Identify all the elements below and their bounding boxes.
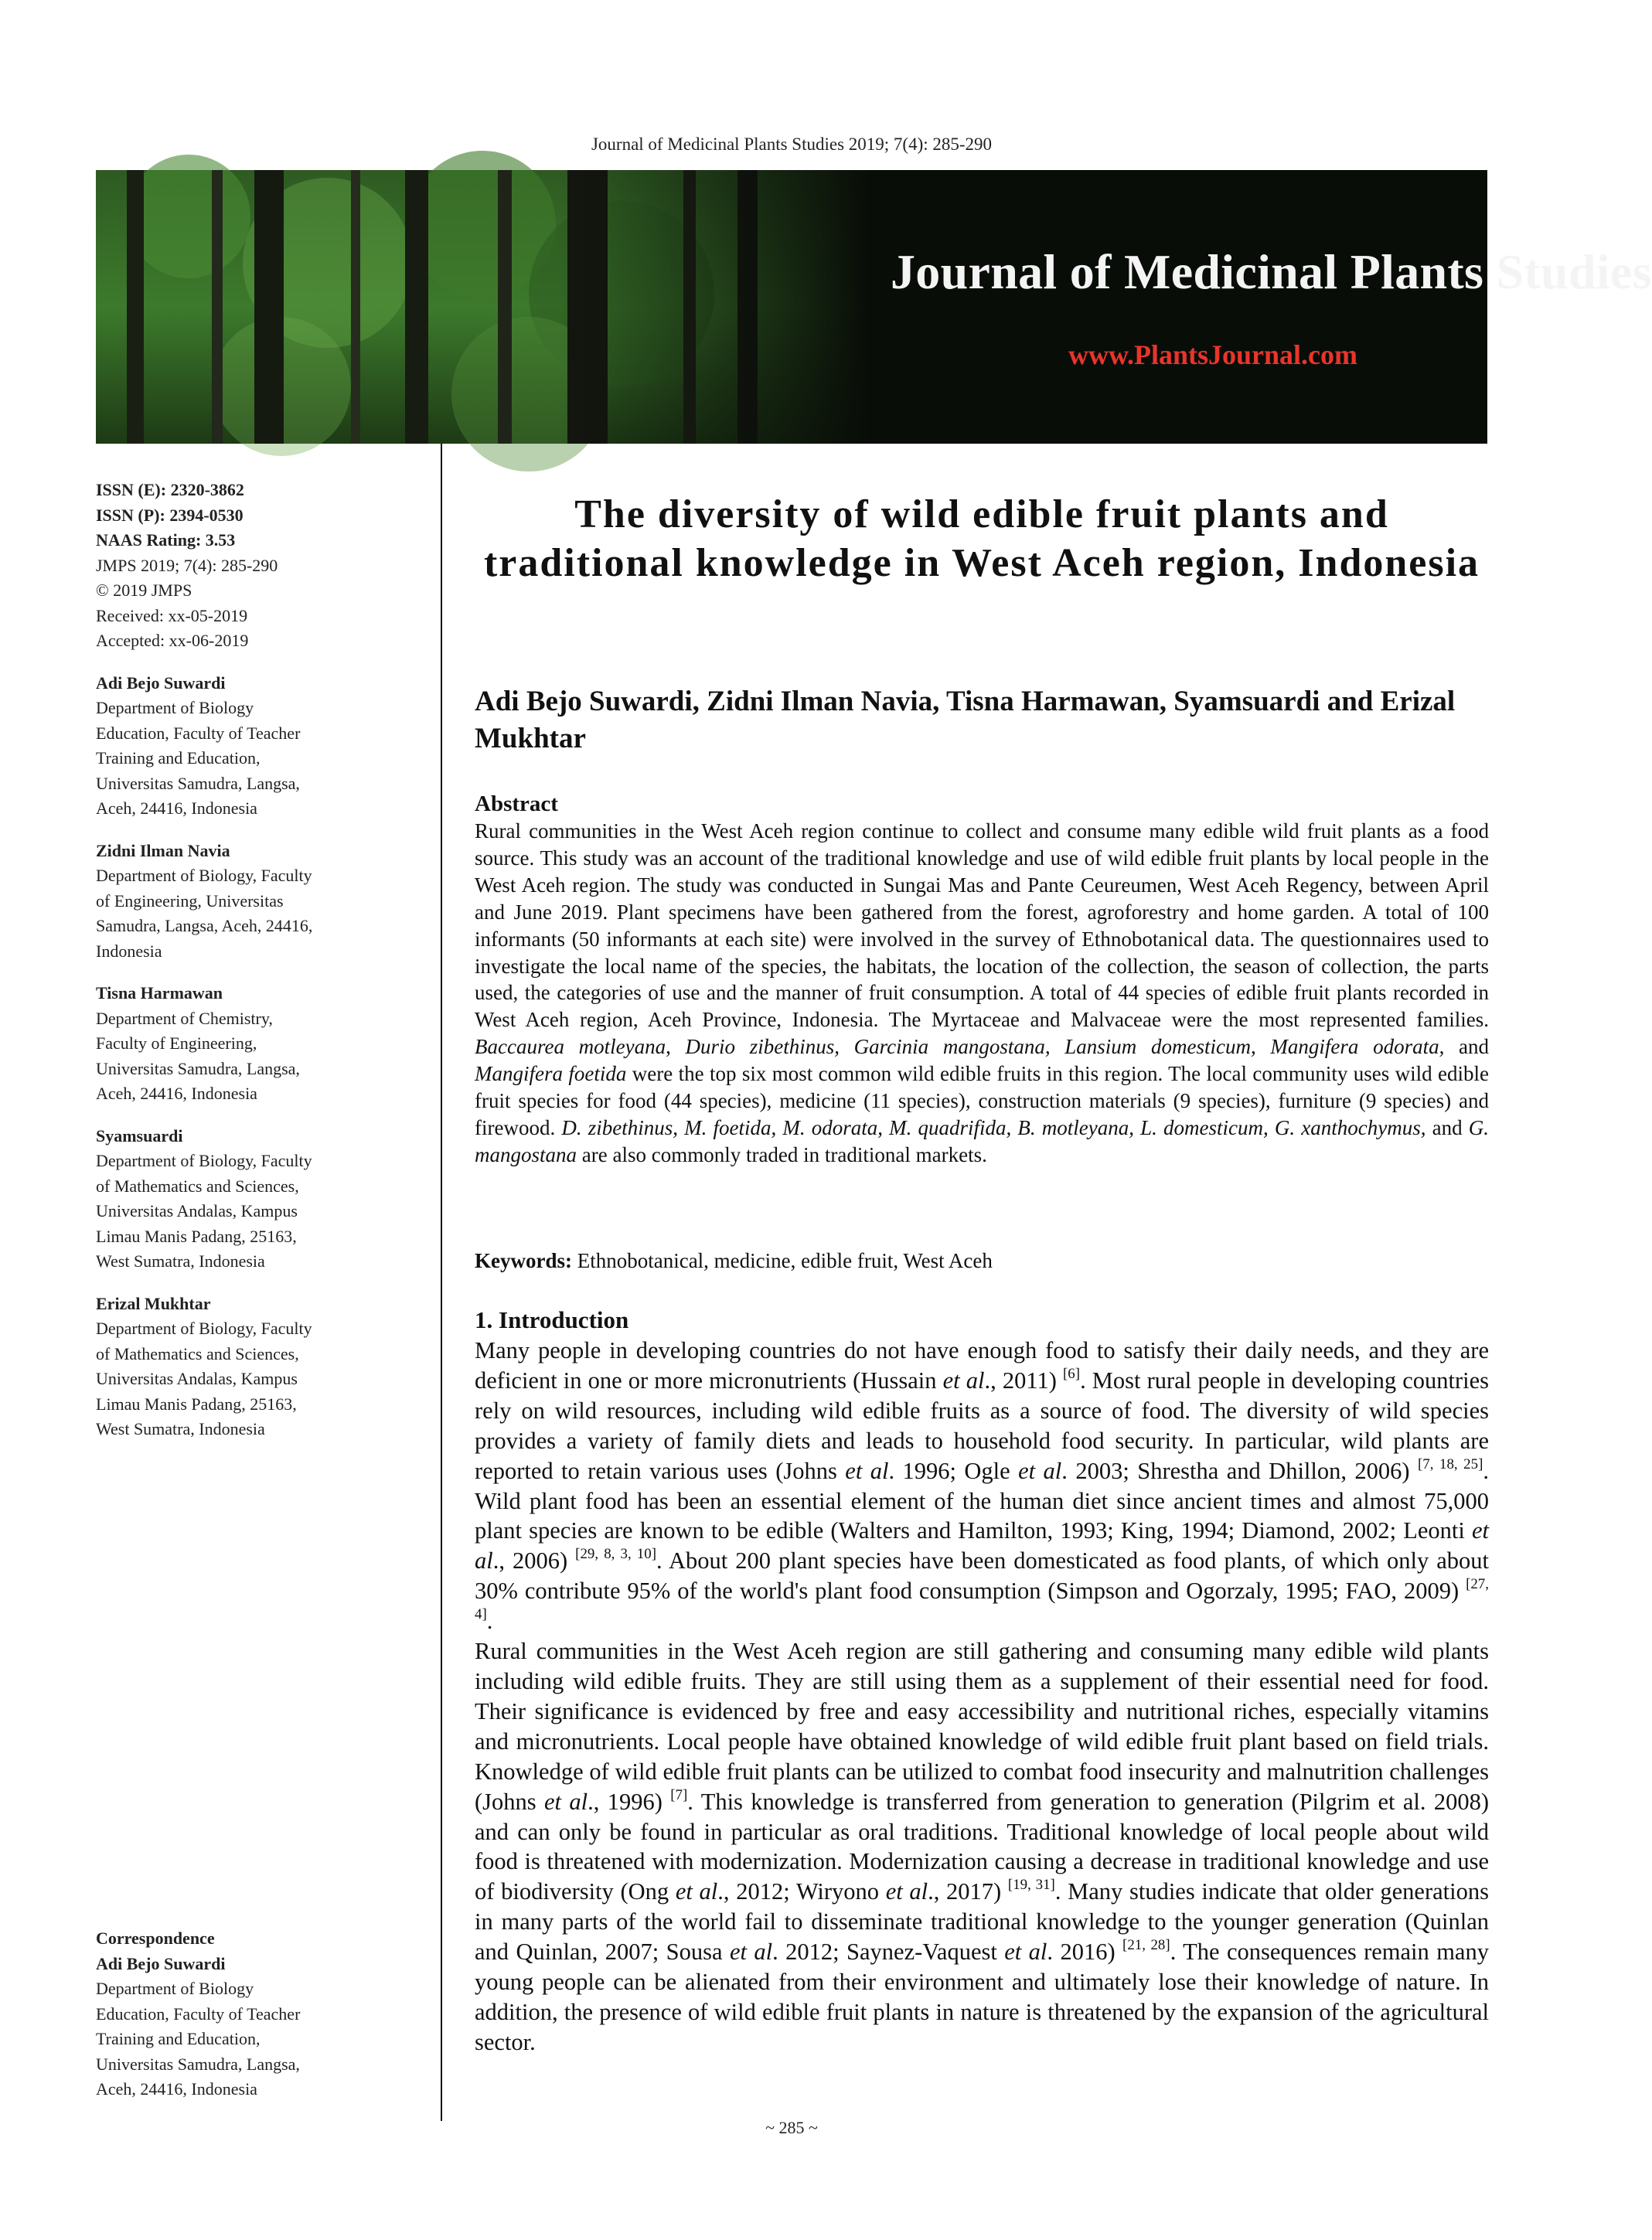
naas-rating: NAAS Rating: 3.53: [96, 530, 236, 550]
abstract-heading: Abstract: [475, 791, 558, 816]
page-number: ~ 285 ~: [765, 2118, 818, 2137]
copyright: © 2019 JMPS: [96, 580, 192, 600]
author-affiliation-text: Department of Biology Education, Faculty of Teacher Training and Education, Universitas Samudra, Langsa, Aceh, 24416, Indonesia: [96, 698, 301, 818]
received-date: Received: xx-05-2019: [96, 605, 248, 625]
correspondence-heading: Correspondence: [96, 1929, 215, 1948]
accepted-date: Accepted: xx-06-2019: [96, 631, 249, 650]
author-list: Adi Bejo Suwardi, Zidni Ilman Navia, Tisna Harmawan, Syamsuardi and Erizal Mukhtar: [475, 686, 1456, 754]
author-name: Zidni Ilman Navia: [96, 840, 230, 860]
keywords-text: Ethnobotanical, medicine, edible fruit, West Aceh: [571, 1249, 993, 1272]
keywords: [475, 1249, 1489, 1273]
correspondence-name: Adi Bejo Suwardi: [96, 1953, 226, 1973]
author-affiliation: [96, 671, 428, 822]
author-affiliation: [96, 1124, 428, 1275]
author-name: Adi Bejo Suwardi: [96, 672, 226, 693]
author-affiliation: [96, 1292, 428, 1442]
author-name: Tisna Harmawan: [96, 983, 223, 1003]
keywords-label: Keywords:: [475, 1249, 572, 1272]
issn-e: ISSN (E): 2320-3862: [96, 480, 244, 499]
section-heading-introduction: 1. Introduction: [475, 1306, 629, 1333]
introduction-body: [475, 1336, 1489, 2058]
issn-p: ISSN (P): 2394-0530: [96, 505, 244, 525]
author-name: Syamsuardi: [96, 1125, 183, 1146]
journal-banner: [96, 170, 1652, 444]
author-name: Erizal Mukhtar: [96, 1293, 211, 1313]
banner-url: www.PlantsJournal.com: [1068, 339, 1358, 370]
author-affiliation-text: Department of Biology, Faculty of Mathematics and Sciences, Universitas Andalas, Kampus Limau Manis Padang, 25163, West Sumatra, Indonesia: [96, 1319, 312, 1438]
forest-image: [96, 170, 1487, 444]
correspondence-affiliation: Department of Biology Education, Faculty of Teacher Training and Education, Universitas Samudra, Langsa, Aceh, 24416, Indonesia: [96, 1979, 301, 2099]
author-affiliation: [96, 839, 428, 965]
author-affiliation: [96, 981, 428, 1107]
jmps-citation: JMPS 2019; 7(4): 285-290: [96, 555, 278, 575]
sidebar: [96, 478, 428, 1442]
author-affiliation-text: Department of Biology, Faculty of Engineering, Universitas Samudra, Langsa, Aceh, 24416, Indonesia: [96, 866, 313, 961]
column-divider: [441, 444, 442, 2121]
banner-title: Journal of Medicinal Plants Studies: [891, 244, 1652, 299]
author-affiliation-text: Department of Chemistry, Faculty of Engineering, Universitas Samudra, Langsa, Aceh, 24416, Indonesia: [96, 1008, 300, 1103]
abstract-body: Rural communities in the West Aceh region continue to collect and consume many edible wild fruit plants as a food source. This study was an account of the traditional knowledge and use of wild edible fruit plants by local people in the West Aceh region. The study was conducted in Sungai Mas and Pante Ceureumen, West Aceh Regency, between April and June 2019. Plant specimens have been gathered from the forest, agroforestry and home garden. A total of 100 informants (50 informants at each site) were involved in the survey of Ethnobotanical data. The questionnaires used to investigate the local name of the species, the habitats, the location of the collection, the season of collection, the parts used, the categories of use and the manner of fruit consumption. A total of 44 species of edible fruit plants recorded in West Aceh region, Aceh Province, Indonesia. The Myrtaceae and Malvaceae were the most represented families. Baccaurea motleyana, Durio zibethinus, Garcinia mangostana, Lansium domesticum, Mangifera odorata, and Mangifera foetida were the top six most common wild edible fruits in this region. The local community uses wild edible fruit species for food (44 species), medicine (11 species), construction materials (9 species), furniture (9 species) and firewood. D. zibethinus, M. foetida, M. odorata, M. quadrifida, B. motleyana, L. domesticum, G. xanthochymus, and G. mangostana are also commonly traded in traditional markets.: [475, 819, 1490, 1166]
correspondence: [96, 1926, 428, 2102]
intro-paragraph: Many people in developing countries do not have enough food to satisfy their daily needs, and they are deficient in one or more micronutrients (Hussain et al., 2011) [6]. Most rural people in developing countries rely on wild resources, including wild edible fruits as a source of food. The diversity of wild species provides a variety of family diets and leads to household food security. In particular, wild plants are reported to retain various uses (Johns et al. 1996; Ogle et al. 2003; Shrestha and Dhillon, 2006) [7, 18, 25]. Wild plant food has been an essential element of the human diet since ancient times and almost 75,000 plant species are known to be edible (Walters and Hamilton, 1993; King, 1994; Diamond, 2002; Leonti et al., 2006) [29, 8, 3, 10]. About 200 plant species have been domesticated as food plants, of which only about 30% contribute 95% of the world's plant food consumption (Simpson and Ogorzaly, 1995; FAO, 2009) [27, 4].: [475, 1337, 1490, 1635]
intro-paragraph: Rural communities in the West Aceh region are still gathering and consuming many edible wild plants including wild edible fruits. They are still using them as a supplement of their essential need for food. Their significance is evidenced by free and easy accessibility and nutritional riches, especially vitamins and micronutrients. Local people have obtained knowledge of wild edible fruit plant based on field trials. Knowledge of wild edible fruit plants can be utilized to combat food insecurity and malnutrition challenges (Johns et al., 1996) [7]. This knowledge is transferred from generation to generation (Pilgrim et al. 2008) and can only be found in particular as oral traditions. Traditional knowledge of local people about wild food is threatened with modernization. Modernization causing a decrease in traditional knowledge and use of biodiversity (Ong et al., 2012; Wiryono et al., 2017) [19, 31]. Many studies indicate that older generations in many parts of the world fail to disseminate traditional knowledge to the younger generation (Quinlan and Quinlan, 2007; Sousa et al. 2012; Saynez-Vaquest et al. 2016) [21, 28]. The consequences remain many young people can be alienated from their environment and ultimately lose their knowledge of nature. In addition, the presence of wild edible fruit plants in nature is threatened by the expansion of the agricultural sector.: [475, 1638, 1489, 2055]
author-affiliation-text: Department of Biology, Faculty of Mathematics and Sciences, Universitas Andalas, Kampus Limau Manis Padang, 25163, West Sumatra, Indonesia: [96, 1151, 312, 1271]
paper-title: The diversity of wild edible fruit plants and traditional knowledge in West Aceh region, Indonesia: [483, 492, 1480, 585]
running-header: Journal of Medicinal Plants Studies 2019; 7(4): 285-290: [591, 134, 993, 154]
